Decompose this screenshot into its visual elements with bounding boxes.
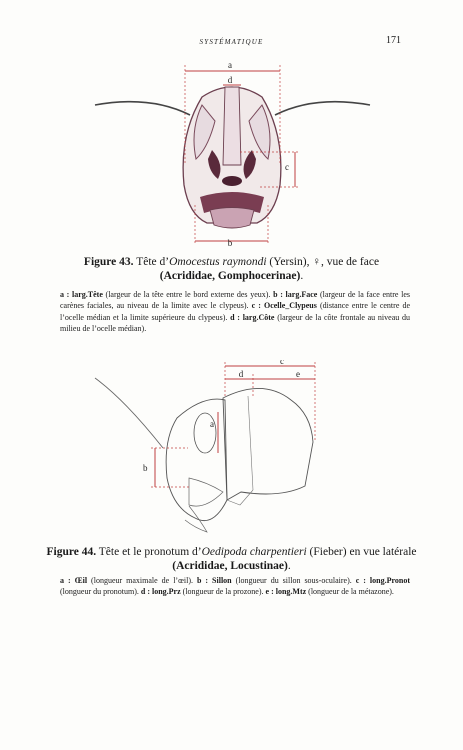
label-e: e bbox=[296, 369, 300, 379]
right-antenna bbox=[275, 102, 370, 115]
labrum bbox=[210, 208, 254, 229]
label-d: d bbox=[227, 75, 233, 85]
label-c: c bbox=[280, 360, 284, 366]
median-ocellus-mark bbox=[222, 176, 242, 186]
figure-44-caption-title: Figure 44. Tête et le pronotum d’Oedipoda charpentieri (Fieber) en vue latérale (Acrididae, Locustinae). bbox=[46, 546, 417, 572]
figure-43-head-front-view bbox=[90, 55, 375, 250]
label-b: b bbox=[227, 238, 233, 248]
label-d: d bbox=[238, 369, 244, 379]
caption-head: Figure 44. bbox=[46, 546, 97, 558]
figure-43-caption-title: Figure 43. Tête d’Omocestus raymondi (Yersin), ♀, vue de face (Acrididae, Gomphocerinae). bbox=[83, 256, 380, 282]
subocular-area bbox=[189, 478, 223, 506]
label-b: b bbox=[143, 463, 148, 473]
page-number: 171 bbox=[386, 35, 401, 46]
antenna bbox=[95, 378, 163, 448]
frontal-ridge bbox=[223, 87, 241, 165]
running-head: SYSTÉMATIQUE bbox=[199, 38, 264, 46]
figure-44-head-pronotum-lateral bbox=[85, 360, 385, 540]
figure-44-caption-body: a : Œil (longueur maximale de l’œil). b : Sillon (longueur du sillon sous-oculaire). c : long.Pronot (longueur du pronotum). d : long.Prz (longueur de la prozone). e : long.Mtz (longueur de la métazone). bbox=[60, 576, 411, 597]
figure-43-caption-body: a : larg.Tête (largeur de la tête entre le bord externe des yeux). b : larg.Face (largeur de la face entre les carènes faciales, au niveau de la limite avec le clypeus). c : Ocelle_Clypeus (distance entre le centre de l’ocelle médian et la limite supérieure du clypeus). d : larg.Côte (largeur de la côte frontale au niveau du milieu de l’ocelle médian). bbox=[60, 290, 411, 333]
pronotum-outline bbox=[223, 388, 313, 500]
label-a: a bbox=[228, 60, 232, 70]
left-antenna bbox=[95, 102, 190, 115]
label-c: c bbox=[285, 162, 289, 172]
label-a: a bbox=[210, 419, 214, 429]
caption-head: Figure 43. bbox=[83, 256, 134, 268]
